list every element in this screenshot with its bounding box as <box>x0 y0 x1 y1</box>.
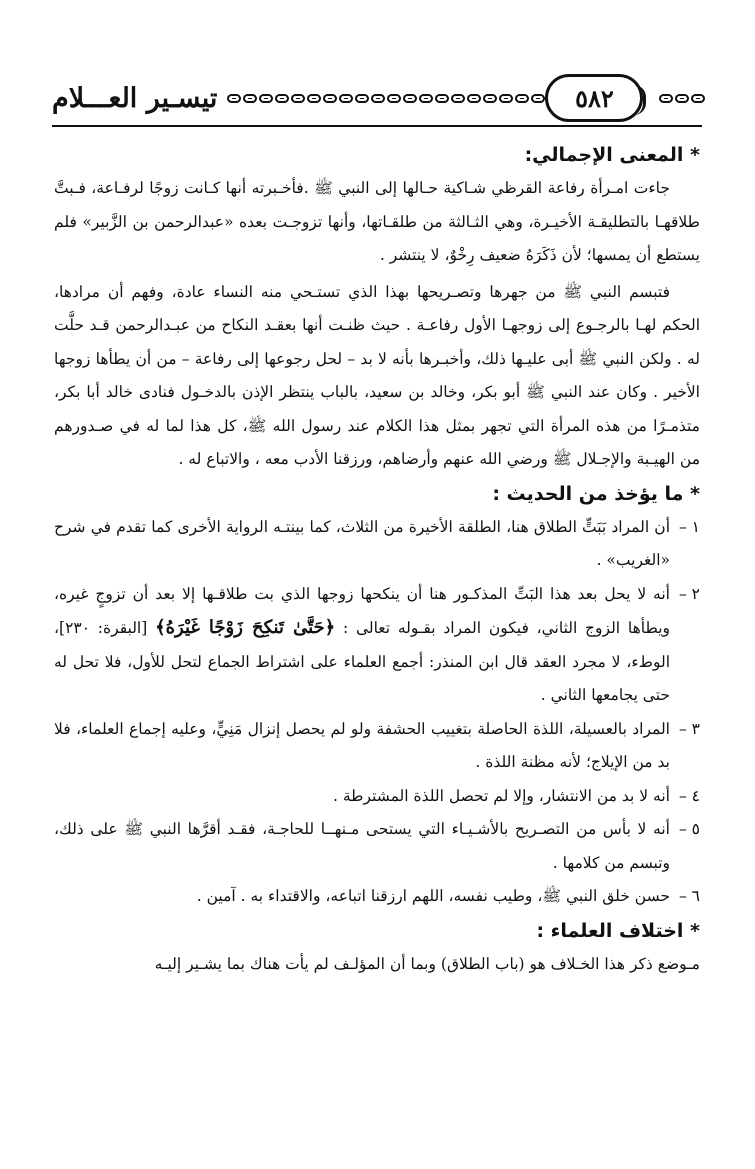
list-item-text: المراد بالعسيلة، اللذة الحاصلة بتغييب الحشفة ولو لم يحصل إنزال مَنِيٍّ، وعليه إجماع العلماء، فلا بد من الإيلاج؛ لأنه مظنة اللذة . <box>54 719 670 771</box>
list-item-number: ٥ – <box>678 820 700 838</box>
list-item <box>54 578 700 713</box>
running-title: تيسـير العـــلام <box>52 82 218 114</box>
list-item-text: أنه لا يحل بعد هذا البَتِّ المذكـور هنا أن ينكحها زوجها الذي بت طلاقـها إلا بعد أن تزوجٍ غيره، ويطأها الزوج الثاني، فيكون المراد بقـوله تعالى : <box>54 584 671 637</box>
list-item-number: ٢ – <box>678 584 700 603</box>
decorative-chain-icon <box>659 94 705 103</box>
list-item-body <box>54 578 670 713</box>
list-item-text: حسن خلق النبي ﷺ، وطيب نفسه، اللهم ارزقنا اتباعه، والاقتداء به . آمين . <box>196 887 670 905</box>
section-title-disagreement: * اختلاف العلماء : <box>536 919 700 942</box>
list-item-number: ٤ – <box>678 786 700 805</box>
meaning-paragraph-2: فتبسم النبي ﷺ من جهرها وتصـريحها بهذا الذي تستـحي منه النساء عادة، وفهم أن مرادها، الحكم لهـا بالرجـوع إلى زوجهـا الأول رفاعـة . حيث ظنـت أنها بعقـد النكاح من عبـدالرحمن قـد حلَّت له . ولكن النبي ﷺ أبى عليـها ذلك، وأخبـرها بأنه لا بد – لحل رجوعها إلى رفاعة – من أن يطأها زوجها الأخير . وكان عند النبي ﷺ أبو بكر، وخالد بن سعيد، بالباب ينتظر الإذن بالدخـول فنادى خالد أبا بكر، متذمـرًا من هذه المرأة التي تجهر بمثل هذا الكلام عند رسول الله ﷺ، كل هذا لما له في صـدورهم من الهيـبة والإجـلال ﷺ ورضي الله عنهم وأرضاهم، ورزقنا الأدب معه ، والاتباع له . <box>54 282 700 468</box>
list-item <box>54 713 700 780</box>
page-header <box>52 68 702 128</box>
list-item <box>54 511 700 578</box>
page-number: ٥٨٢ <box>575 83 614 113</box>
list-item-number: ١ – <box>678 517 700 536</box>
lessons-list <box>54 511 700 914</box>
list-item <box>54 813 700 880</box>
list-item <box>54 880 700 914</box>
header-right-group <box>545 74 705 122</box>
list-item-text: أنه لا بد من الانتشار، وإلا لم تحصل اللذة المشترطة . <box>333 786 670 805</box>
quran-verse: ﴿حَتَّىٰ تَنكِحَ زَوْجًا غَيْرَهُ﴾ <box>155 617 336 638</box>
list-item-number: ٦ – <box>678 887 700 905</box>
header-left-group <box>52 83 545 114</box>
list-item <box>54 780 700 814</box>
list-item-text: أن المراد بَبَتٍّ الطلاق هنا، الطلقة الأخيرة من الثلاث، كما بينتـه الرواية الأخرى كما تقدم في شرح «الغريب» . <box>54 517 670 569</box>
header-divider <box>52 125 702 127</box>
disagreement-paragraph: مـوضع ذكر هذا الخـلاف هو (باب الطلاق) وبما أن المؤلـف لم يأت هناك بما يشـير إليـه <box>154 954 700 973</box>
list-item-number: ٣ – <box>678 719 700 738</box>
meaning-paragraph-1: جاءت امـرأة رفاعة القرظي شـاكية حـالها إلى النبي ﷺ .فأخـبرته أنها كـانت زوجًا لرفـاعة، فـبتَّ طلاقهـا بالتطليقـة الأخيـرة، وهي الثـالثة من طلقـاتها، وأنها تزوجـت بعده «عبدالرحمن بن الزَّبير» فلم يستطع أن يمسها؛ لأن ذَكَرَهُ ضعيف رِخْوٌ، لا ينتشر . <box>54 179 700 264</box>
list-item-text-cont: [البقرة: ٢٣٠]، الوطء، لا مجرد العقد قال ابن المنذر: أجمع العلماء على اشتراط الجماع لتحل للأول، فلا تحل له حتى يجامعها الثاني . <box>54 619 670 704</box>
section-title-meaning: * المعنى الإجمالي: <box>524 144 700 166</box>
list-item-text: أنه لا بأس من التصـريح بالأشـيـاء التي يستحى مـنهــا للحاجـة، فقـد أقرَّها النبي ﷺ على ذلك، وتبسم من كلامها . <box>54 820 670 872</box>
page-content <box>54 138 700 981</box>
page-number-badge <box>545 74 643 122</box>
section-title-lessons: * ما يؤخذ من الحديث : <box>492 482 700 505</box>
decorative-chain-icon <box>227 94 545 103</box>
